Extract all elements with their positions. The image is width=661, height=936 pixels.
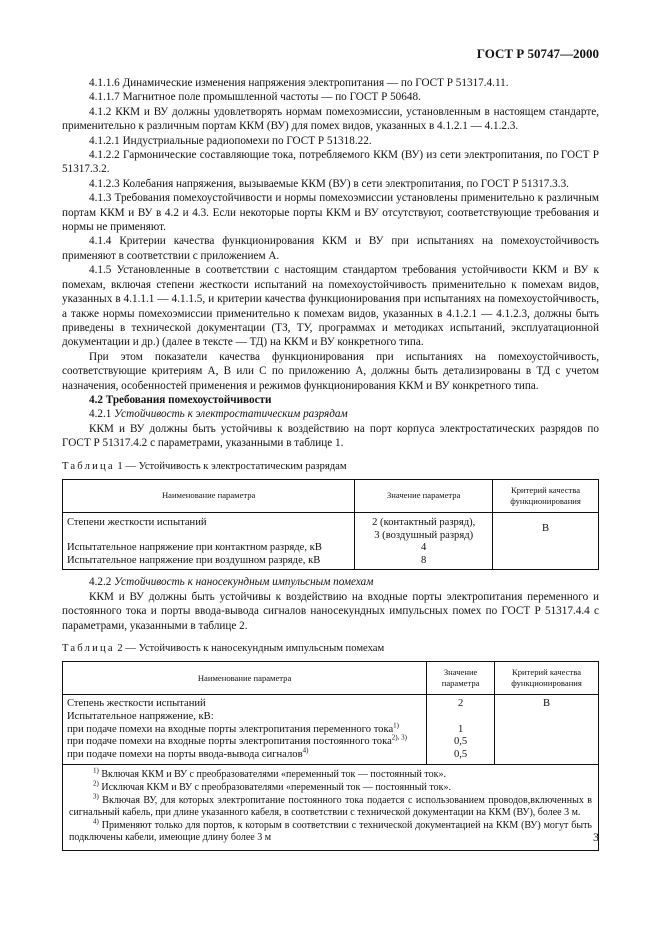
- table-footnote: [69, 792, 592, 820]
- table2-cell-name: [63, 746, 427, 765]
- paragraph: 4.1.1.6 Динамические изменения напряжения электропитания — по ГОСТ Р 51317.4.11.: [89, 77, 509, 89]
- table2-cell-value: 1: [427, 724, 495, 737]
- table2-name-text: при подаче помехи на входные порты электропитания постоянного тока: [67, 736, 392, 748]
- subsection-number: 4.2.1: [89, 408, 112, 421]
- footnote-text: Включая ККМ и ВУ с преобразователями «переменный ток — постоянный ток».: [101, 769, 446, 781]
- table1-cell-name: Степени жесткости испытаний: [63, 512, 355, 542]
- footnote-mark: 3): [93, 792, 99, 801]
- table2-header-value: Значение параметра: [427, 662, 495, 695]
- table1-header-name: Наименование параметра: [63, 479, 355, 512]
- footnote-mark: 4): [93, 817, 99, 826]
- table1-cell-name: Испытательное напряжение при контактном разряде, кВ: [63, 542, 355, 555]
- table2-name-text: при подаче помехи на порты ввода-вывода сигналов: [67, 748, 303, 760]
- footnote-text: Применяют только для портов, к которым в соответствии с технической документацией на ККМ (ВУ) могут быть подключены кабели, имеющие длину более 3 м: [69, 819, 592, 844]
- table1-cell-value: 4: [355, 542, 493, 555]
- table2-cell-criterion: В: [495, 695, 599, 765]
- table2-cell-name: [63, 721, 427, 737]
- table1-cell-criterion: В: [493, 512, 599, 569]
- table2: [62, 661, 599, 851]
- table1-cell-value: 8: [355, 555, 493, 570]
- footnote-text: Включая ВУ, для которых электропитание постоянного тока подается с использованием проводов,включенных в сигнальный кабель, при длине указанного кабеля, в соответствии с технической документации на ККМ (ВУ), более 3 м.: [69, 794, 592, 819]
- table-row: [63, 695, 599, 711]
- table2-name-text: при подаче помехи на входные порты электропитания переменного тока: [67, 723, 394, 735]
- paragraph: ККМ и ВУ должны быть устойчивы к воздействию на входные порты электропитания переменного и постоянного тока и порты ввода-вывода сигналов наносекундных импульсных помех по ГОСТ Р 51317.4.4 с параметрами, указанными в таблице 2.: [62, 590, 599, 632]
- subsection-title: Устойчивость к наносекундным импульсным помехам: [114, 576, 374, 589]
- table2-cell-value: [427, 711, 495, 724]
- table1-header-value: Значение параметра: [355, 479, 493, 512]
- table-footnote: [69, 817, 592, 845]
- table2-notes: [63, 765, 599, 851]
- footnote-mark: 4): [302, 746, 309, 755]
- footnote-mark: 2), 3): [391, 733, 407, 742]
- footnote-mark: 1): [393, 721, 400, 730]
- subsection-heading: [62, 575, 599, 589]
- table2-header-criterion: Критерий качества функционирования: [495, 662, 599, 695]
- table2-cell-value: 0,5: [427, 749, 495, 765]
- table2-cell-name: Степень жесткости испытаний: [63, 695, 427, 711]
- paragraph: 4.1.5 Установленные в соответствии с настоящим стандартом требования устойчивости ККМ и ВУ к помехам, включая степени жесткости испытаний на помехоустойчивость применительно к помехам видов, указанных в 4.1.1.1 — 4.1.1.5, и критерии качества функционирования при испытаниях на помехоустойчивость, а также нормы помехоэмиссии применительно к помехам видов, указанных в 4.1.2.1 — 4.1.2.3, должны быть приведены в технической документации (ТЗ, ТУ, программах и методиках испытаний, эксплуатационной документации и др.) (далее в тексте — ТД) на ККМ и ВУ конкретного типа.: [62, 264, 599, 349]
- table2-caption: [62, 642, 599, 656]
- table2-caption-word: Таблица: [62, 642, 115, 654]
- table2-header-name: Наименование параметра: [63, 662, 427, 695]
- table2-cell-name: [63, 733, 427, 749]
- table2-cell-value: 0,5: [427, 736, 495, 749]
- footnote-text: Исключая ККМ и ВУ с преобразователями «переменный ток — постоянный ток».: [101, 781, 451, 793]
- table1-cell-name: Испытательное напряжение при воздушном разряде, кВ: [63, 555, 355, 570]
- document-body: [62, 76, 599, 851]
- paragraph: 4.1.4 Критерии качества функционирования ККМ и ВУ при испытаниях на помехоустойчивость применяют в соответствии с приложением А.: [62, 235, 599, 262]
- paragraph: 4.1.2.1 Индустриальные радиопомехи по ГОСТ Р 51318.22.: [89, 134, 372, 147]
- table2-caption-text: 2 — Устойчивость к наносекундным импульсным помехам: [117, 642, 385, 654]
- paragraph: 4.1.3 Требования помехоустойчивости и нормы помехоэмиссии установлены применительно к различным портам ККМ и ВУ в 4.2 и 4.3. Если некоторые порты ККМ и ВУ отсутствуют, соответствующие требования и нормы не применяют.: [62, 192, 599, 234]
- table1-value-line: 2 (контактный разряд),: [372, 516, 476, 528]
- table2-notes-row: [63, 765, 599, 851]
- table-footnote: [69, 779, 592, 795]
- section-heading: 4.2 Требования помехоустойчивости: [89, 393, 272, 406]
- paragraph: 4.1.2 ККМ и ВУ должны удовлетворять нормам помехоэмиссии, установленным в настоящем стандарте, применительно к различным портам ККМ (ВУ) для помех видов, указанных в 4.1.2.1 — 4.1.2.3.: [62, 105, 599, 133]
- footnote-mark: 2): [93, 779, 99, 788]
- subsection-title: Устойчивость к электростатическим разрядам: [114, 408, 348, 421]
- subsection-heading: [62, 407, 599, 421]
- table1-caption: [62, 460, 599, 474]
- table1: [62, 479, 599, 570]
- standard-header: ГОСТ Р 50747—2000: [476, 46, 599, 61]
- paragraph: 4.1.2.3 Колебания напряжения, вызываемые ККМ (ВУ) в сети электропитания, по ГОСТ Р 51317.3.3.: [89, 177, 569, 190]
- table1-cell-value: [355, 512, 493, 542]
- subsection-number: 4.2.2: [89, 576, 112, 589]
- table2-cell-value: 2: [427, 695, 495, 711]
- page-number: 3: [593, 830, 599, 844]
- table2-cell-name: Испытательное напряжение, кВ:: [63, 711, 427, 724]
- paragraph: 4.1.1.7 Магнитное поле промышленной частоты — по ГОСТ Р 50648.: [89, 91, 421, 104]
- table-footnote: [69, 769, 592, 782]
- footnote-mark: 1): [93, 767, 99, 776]
- table1-caption-word: Таблица: [62, 460, 115, 472]
- paragraph: 4.1.2.2 Гармонические составляющие тока, потребляемого ККМ (ВУ) из сети электропитания, по ГОСТ Р 51317.3.2.: [62, 149, 599, 176]
- table-row: [63, 512, 599, 542]
- table1-header-criterion: Критерий качества функционирования: [493, 479, 599, 512]
- table1-caption-text: 1 — Устойчивость к электростатическим разрядам: [117, 460, 347, 472]
- table1-value-line: 3 (воздушный разряд): [374, 529, 474, 541]
- paragraph: При этом показатели качества функционирования при испытаниях на помехоустойчивость, соответствующие критериям А, В или С по приложению А, должны быть детализированы в ТД с учетом назначения, особенностей применения и режимов функционирования ККМ и ВУ конкретного типа.: [62, 350, 599, 392]
- paragraph: ККМ и ВУ должны быть устойчивы к воздействию на порт корпуса электростатических разрядов по ГОСТ Р 51317.4.2 с параметрами, указанными в таблице 1.: [62, 422, 599, 450]
